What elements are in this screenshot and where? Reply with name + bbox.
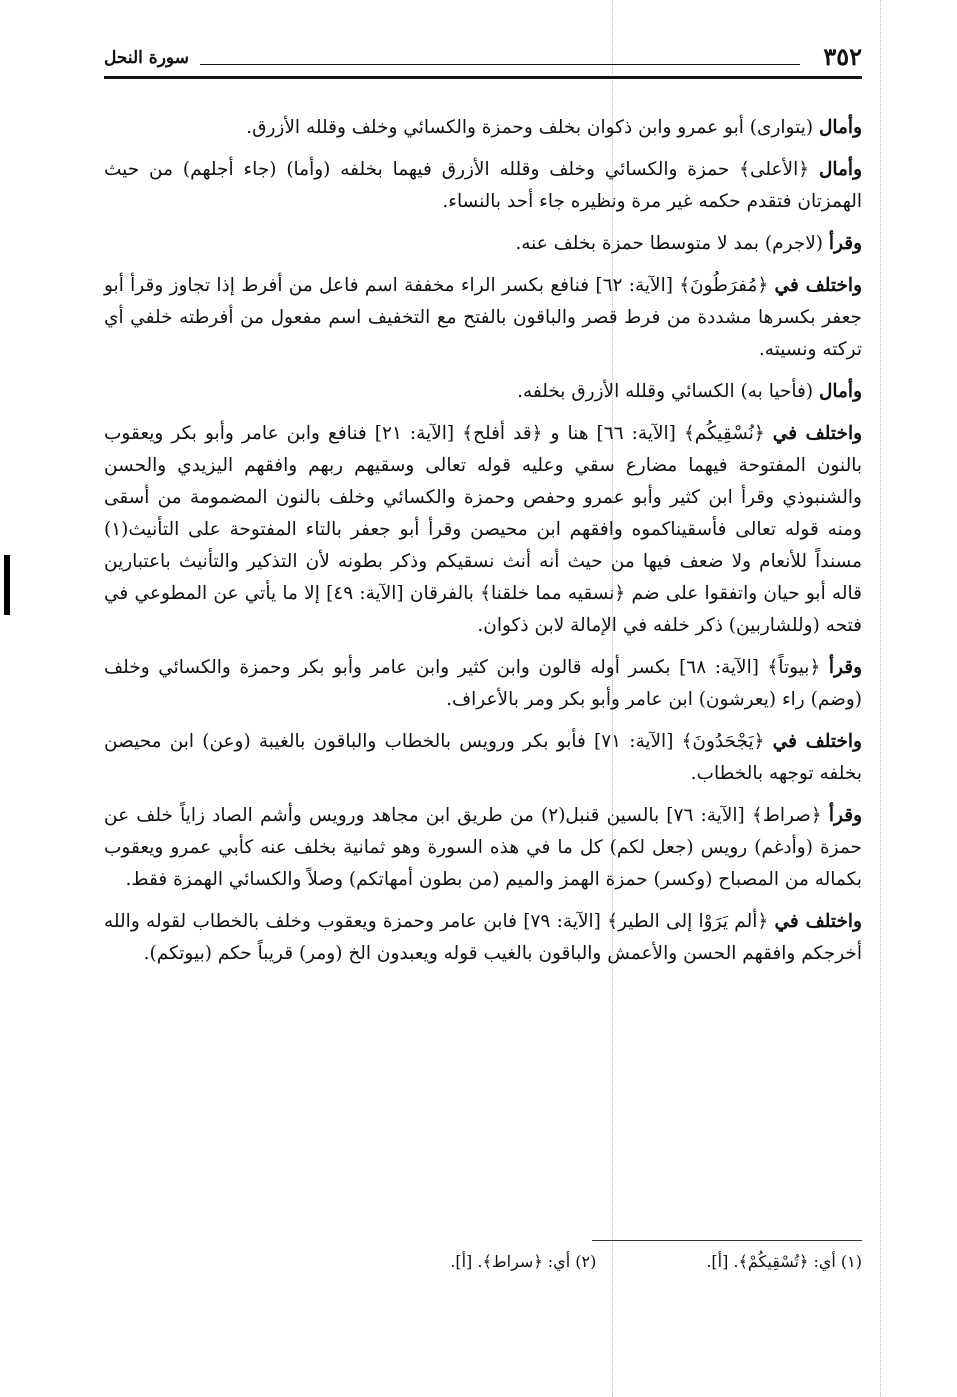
paragraph [104, 228, 862, 260]
paragraph-lead: واختلف في [774, 275, 863, 296]
paragraph [104, 270, 862, 366]
page-header [104, 42, 862, 82]
paragraph [104, 652, 862, 716]
paragraph-lead: واختلف في [772, 423, 863, 444]
footnotes [270, 1252, 862, 1271]
paragraph [104, 376, 862, 408]
surah-title: سورة النحل [104, 48, 189, 68]
footnote: (١) أي: ﴿تُسْقِيكُمْ﴾. [أ]. [706, 1252, 862, 1271]
footnote: (٢) أي: ﴿سراط﴾. [أ]. [450, 1252, 597, 1271]
paragraph-lead: وقرأ [828, 657, 862, 678]
paragraph-text: (لاجرم) بمد لا متوسطا حمزة بخلف عنه. [515, 233, 829, 254]
paragraph-text: (يتوارى) أبو عمرو وابن ذكوان بخلف وحمزة والكسائي وخلف وقلله الأزرق. [246, 117, 819, 138]
header-rule [104, 76, 862, 79]
paragraph [104, 906, 862, 970]
paragraph-lead: وأمال [818, 381, 862, 402]
binding-mark [4, 555, 10, 615]
paragraph [104, 800, 862, 896]
paragraph-text: ﴿نُسْقِيكُم﴾ [الآية: ٦٦] هنا و ﴿قد أفلح﴾ [الآية: ٢١] فنافع وابن عامر وأبو بكر ويعقوب بالنون المفتوحة فيهما مضارع سقي وعليه قوله تعالى وسقيهم ربهم وافقهم اليزيدي والحسن والشنبوذي وقرأ ابن كثير وأبو عمرو وحفص وحمزة والكسائي وخلف بالنون المضمومة من أسقى ومنه قوله تعالى فأسقيناكموه وافقهم ابن محيصن وقرأ أبو جعفر بالتاء المفتوحة على التأنيث(١) مسنداً للأنعام ولا ضعف فيها من حيث أنه أنث نسقيكم وذكر بطونه لأن التذكير والتأنيث باعتبارين قاله أبو حيان واتفقوا على ضم ﴿نسقيه مما خلقنا﴾ بالفرقان [الآية: ٤٩] إلا ما يأتي عن المطوعي في فتحه (وللشاربين) ذكر خلفه في الإمالة لابن ذكوان. [104, 423, 862, 636]
page-fold-line [880, 0, 881, 1397]
paragraph-text: (فأحيا به) الكسائي وقلله الأزرق بخلفه. [517, 381, 819, 402]
paragraph-lead: وقرأ [828, 805, 862, 826]
paragraph-lead: وأمال [818, 117, 862, 138]
paragraph-lead: واختلف في [772, 731, 862, 752]
paragraph-text: ﴿ألم يَرَوْا إلى الطير﴾ [الآية: ٧٩] فابن عامر وحمزة ويعقوب وخلف بالخطاب لقوله والله أخرجكم وافقهم الحسن والأعمش والباقون بالغيب قوله ويعبدون الخ (ومر) قريباً حكم (بيوتكم). [104, 911, 862, 964]
paragraph [104, 418, 862, 642]
paragraph-lead: وأمال [818, 159, 862, 180]
main-text [104, 112, 862, 980]
paragraph [104, 154, 862, 218]
paragraph-text: ﴿يَجْحَدُونَ﴾ [الآية: ٧١] فأبو بكر ورويس بالخطاب والباقون بالغيبة (وعن) ابن محيصن بخلفه توجهه بالخطاب. [104, 731, 862, 784]
paragraph [104, 726, 862, 790]
paragraph-text: ﴿الأعلى﴾ حمزة والكسائي وخلف وقلله الأزرق فيهما بخلفه (وأما) (جاء أجلهم) من حيث الهمزتان فتقدم حكمه غير مرة ونظيره جاء أحد بالنساء. [104, 159, 862, 212]
paragraph [104, 112, 862, 144]
footnote-separator [592, 1240, 862, 1241]
paragraph-text: ﴿صراط﴾ [الآية: ٧٦] بالسين قنبل(٢) من طريق ابن مجاهد ورويس وأشم الصاد زاياً خلف عن حمزة (وأدغم) رويس (جعل لكم) كل ما في هذه السورة وهو ثمانية بخلف عنه كأبي عمرو ويعقوب بكماله من المصباح (وكسر) حمزة الهمز والميم (من بطون أمهاتكم) وصلاً والكسائي الهمزة فقط. [104, 805, 862, 890]
paragraph-lead: وقرأ [828, 233, 862, 254]
paragraph-lead: واختلف في [774, 911, 862, 932]
paragraph-text: ﴿بيوتاً﴾ [الآية: ٦٨] بكسر أوله قالون وابن كثير وابن عامر وأبو بكر وحمزة والكسائي وخلف (وضم) راء (يعرشون) ابن عامر وأبو بكر ومر بالأعراف. [104, 657, 862, 710]
paragraph-text: ﴿مُفرَطُونَ﴾ [الآية: ٦٢] فنافع بكسر الراء مخففة اسم فاعل من أفرط إذا تجاوز وقرأ أبو جعفر بكسرها مشددة من فرط قصر والباقون بالفتح مع التخفيف اسم مفعول من أفرطته خلفي أي تركته ونسيته. [104, 275, 862, 360]
header-rule-thin [200, 64, 800, 65]
page-number: ٣٥٢ [823, 42, 862, 71]
